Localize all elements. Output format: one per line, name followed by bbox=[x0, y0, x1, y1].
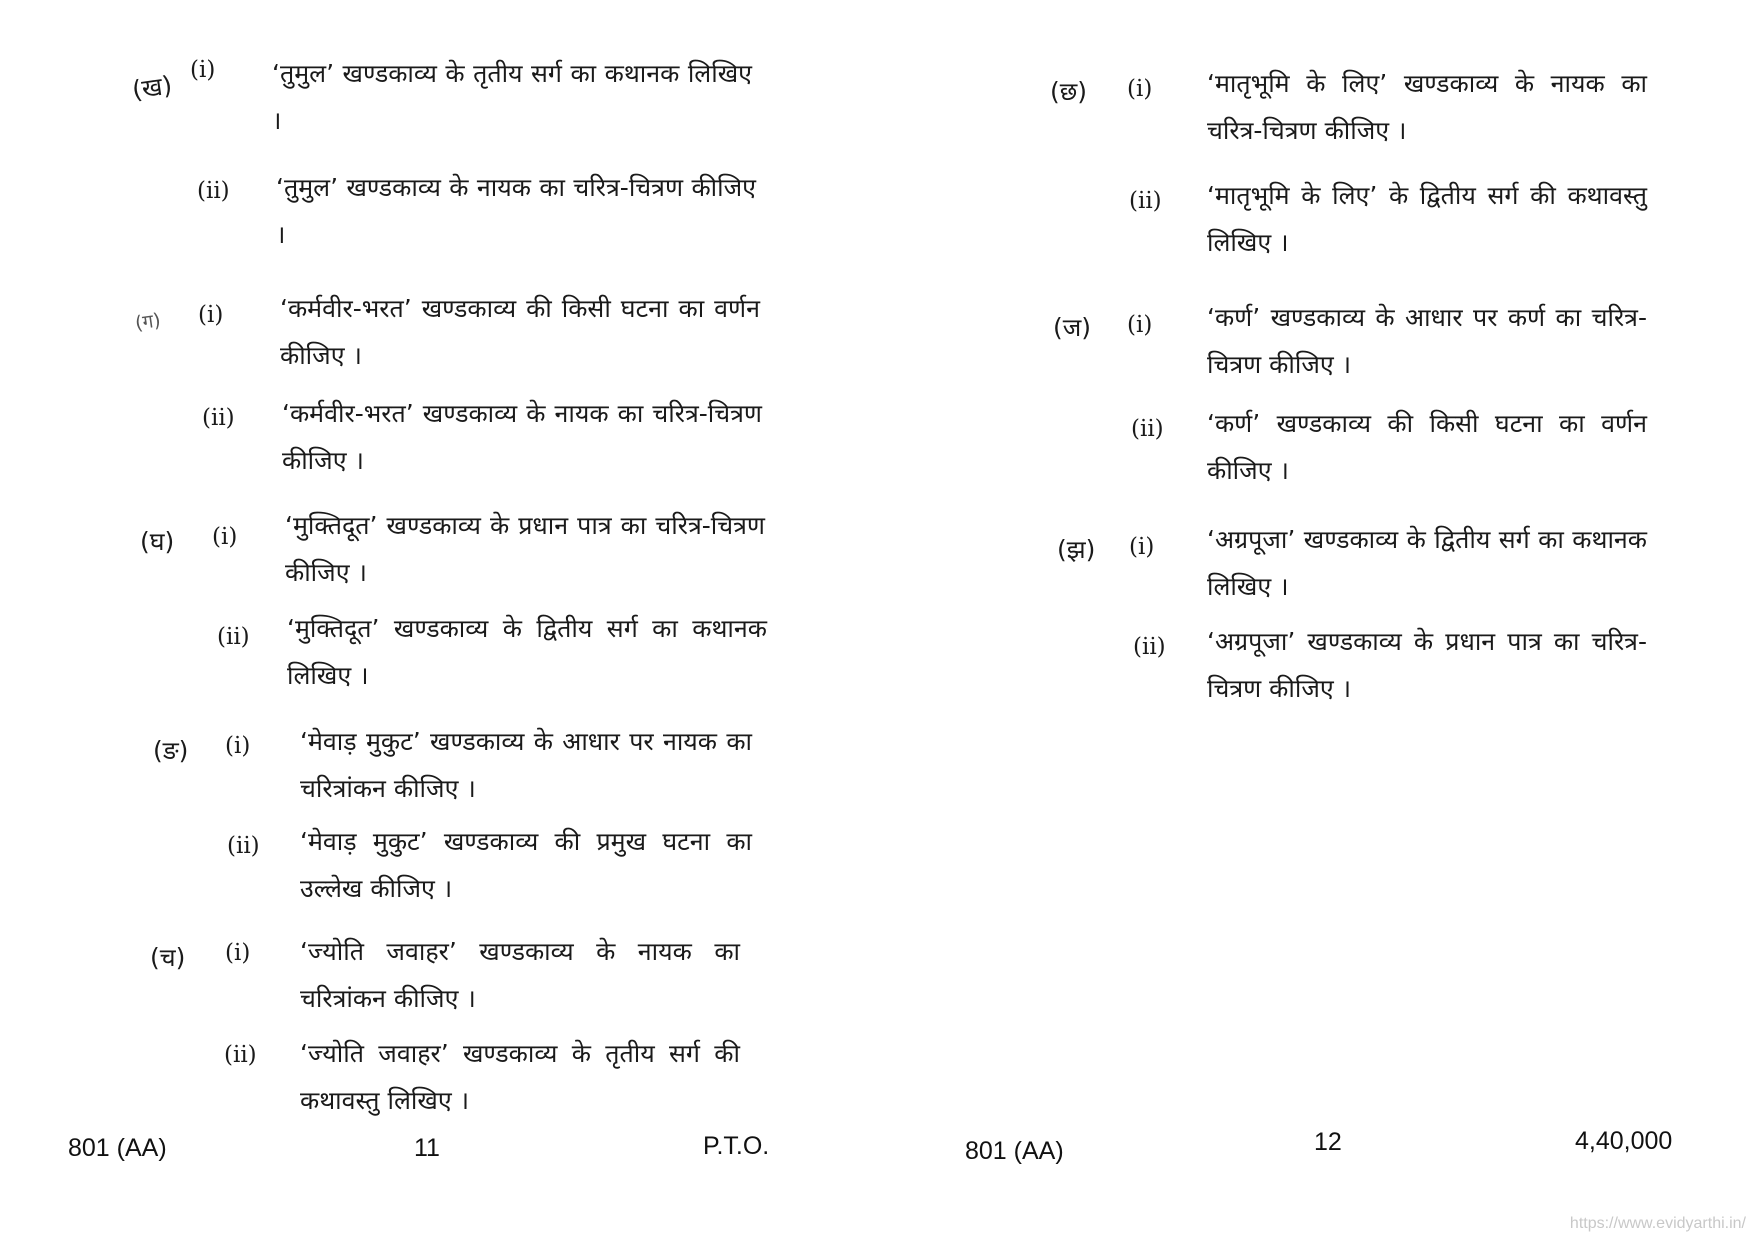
question-text: ‘मेवाड़ मुकुट’ खण्डकाव्य की प्रमुख घटना का उल्लेख कीजिए । bbox=[300, 827, 752, 903]
page-code: 801 (AA) bbox=[68, 1134, 167, 1162]
question-text: ‘कर्मवीर-भरत’ खण्डकाव्य की किसी घटना का वर्णन कीजिए । bbox=[280, 294, 760, 370]
question-letter: (ङ) bbox=[153, 736, 189, 765]
question-letter: (झ) bbox=[1057, 535, 1096, 564]
part-number: (i) bbox=[1127, 76, 1153, 102]
part-number: (i) bbox=[225, 940, 251, 966]
question-text: ‘अग्रपूजा’ खण्डकाव्य के द्वितीय सर्ग का कथानक लिखिए । bbox=[1207, 525, 1647, 601]
question-text: ‘तुमुल’ खण्डकाव्य के तृतीय सर्ग का कथानक लिखिए । bbox=[272, 59, 752, 135]
page-code: 801 (AA) bbox=[965, 1137, 1064, 1165]
part-number: (ii) bbox=[227, 833, 260, 859]
question-letter: (छ) bbox=[1050, 77, 1088, 106]
question-text: ‘मुक्तिदूत’ खण्डकाव्य के प्रधान पात्र का चरित्र-चित्रण कीजिए । bbox=[285, 511, 765, 587]
part-number: (i) bbox=[225, 733, 251, 759]
right-page bbox=[877, 0, 1754, 1241]
question-text: ‘कर्मवीर-भरत’ खण्डकाव्य के नायक का चरित्र-चित्रण कीजिए । bbox=[282, 399, 762, 475]
question-text: ‘ज्योति जवाहर’ खण्डकाव्य के तृतीय सर्ग की कथावस्तु लिखिए । bbox=[300, 1039, 740, 1115]
part-number: (ii) bbox=[202, 405, 235, 431]
part-number: (ii) bbox=[217, 624, 250, 650]
part-number: (ii) bbox=[1129, 188, 1162, 214]
page-number: 11 bbox=[414, 1134, 440, 1162]
page-number: 12 bbox=[1314, 1128, 1342, 1156]
part-number: (ii) bbox=[224, 1042, 257, 1068]
part-number: (ii) bbox=[1133, 634, 1166, 660]
pto-label: P.T.O. bbox=[703, 1132, 770, 1160]
part-number: (ii) bbox=[197, 178, 230, 204]
question-letter: (ज) bbox=[1053, 313, 1092, 342]
question-letter: (च) bbox=[150, 943, 186, 972]
question-letter: (ख) bbox=[130, 70, 174, 105]
question-text: ‘ज्योति जवाहर’ खण्डकाव्य के नायक का चरित्रांकन कीजिए । bbox=[300, 937, 740, 1013]
question-text: ‘मेवाड़ मुकुट’ खण्डकाव्य के आधार पर नायक का चरित्रांकन कीजिए । bbox=[300, 727, 752, 803]
part-number: (i) bbox=[1129, 534, 1155, 560]
part-number: (ii) bbox=[1131, 416, 1164, 442]
watermark-url: https://www.evidyarthi.in/ bbox=[1569, 1215, 1746, 1232]
print-copies: 4,40,000 bbox=[1575, 1127, 1673, 1155]
question-letter: (घ) bbox=[140, 527, 175, 556]
question-text: ‘मुक्तिदूत’ खण्डकाव्य के द्वितीय सर्ग का कथानक लिखिए । bbox=[287, 614, 767, 690]
part-number: (i) bbox=[212, 524, 238, 550]
part-number: (i) bbox=[1127, 312, 1153, 338]
question-text: ‘मातृभूमि के लिए’ के द्वितीय सर्ग की कथावस्तु लिखिए । bbox=[1207, 181, 1647, 257]
question-letter: (ग) bbox=[133, 309, 163, 335]
question-text: ‘अग्रपूजा’ खण्डकाव्य के प्रधान पात्र का चरित्र-चित्रण कीजिए । bbox=[1207, 627, 1647, 703]
question-text: ‘मातृभूमि के लिए’ खण्डकाव्य के नायक का चरित्र-चित्रण कीजिए । bbox=[1207, 69, 1647, 145]
question-text: ‘तुमुल’ खण्डकाव्य के नायक का चरित्र-चित्रण कीजिए । bbox=[276, 173, 756, 249]
question-text: ‘कर्ण’ खण्डकाव्य के आधार पर कर्ण का चरित्र-चित्रण कीजिए । bbox=[1207, 303, 1647, 379]
part-number: (i) bbox=[198, 302, 224, 328]
question-text: ‘कर्ण’ खण्डकाव्य की किसी घटना का वर्णन कीजिए । bbox=[1207, 409, 1647, 485]
part-number: (i) bbox=[190, 57, 216, 83]
